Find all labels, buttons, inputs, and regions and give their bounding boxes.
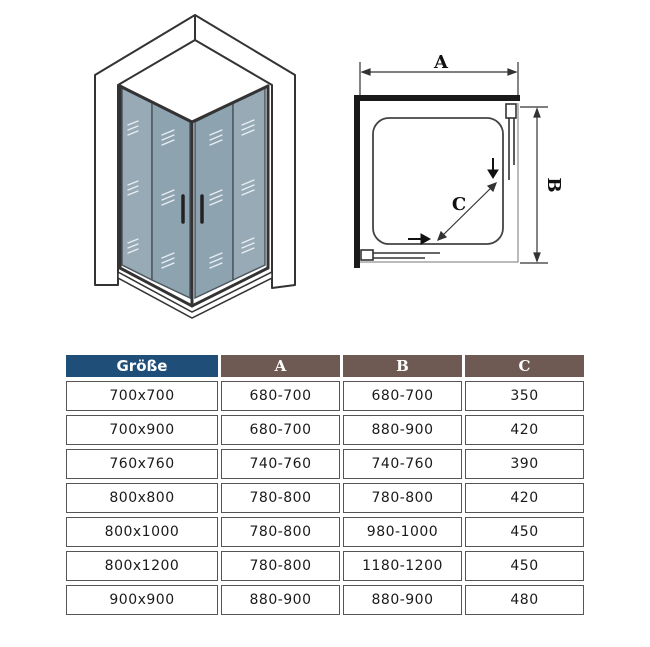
table-row: [66, 449, 584, 479]
dimension-c-label: C: [451, 194, 467, 215]
cell-c: 420: [465, 483, 584, 513]
cell-b: 780-800: [343, 483, 462, 513]
table-row: [66, 483, 584, 513]
plan-shower-tray: [373, 118, 503, 244]
table-row: [66, 585, 584, 615]
cell-size: 700x900: [66, 415, 218, 445]
cell-b: 740-760: [343, 449, 462, 479]
cell-a: 680-700: [221, 415, 340, 445]
dimension-a-label: A: [434, 52, 448, 73]
cell-size: 900x900: [66, 585, 218, 615]
table-row: [66, 381, 584, 411]
cell-b: 1180-1200: [343, 551, 462, 581]
table-row: [66, 551, 584, 581]
cell-c: 420: [465, 415, 584, 445]
cell-a: 780-800: [221, 517, 340, 547]
right-glass-panels: [195, 88, 265, 298]
cell-b: 680-700: [343, 381, 462, 411]
cell-c: 350: [465, 381, 584, 411]
plan-dimension-drawing: [340, 45, 570, 280]
cell-c: 450: [465, 517, 584, 547]
cell-size: 800x1000: [66, 517, 218, 547]
cell-b: 880-900: [343, 585, 462, 615]
cell-size: 800x1200: [66, 551, 218, 581]
cell-b: 980-1000: [343, 517, 462, 547]
cell-a: 680-700: [221, 381, 340, 411]
cell-c: 480: [465, 585, 584, 615]
plan-right-door: [506, 104, 516, 180]
header-c: C: [465, 355, 584, 377]
table-row: [66, 517, 584, 547]
cell-size: 760x760: [66, 449, 218, 479]
cell-c: 450: [465, 551, 584, 581]
cell-c: 390: [465, 449, 584, 479]
cell-size: 800x800: [66, 483, 218, 513]
size-table-header: [66, 355, 584, 377]
table-row: [66, 415, 584, 445]
plan-bottom-door: [361, 250, 440, 260]
cell-b: 880-900: [343, 415, 462, 445]
cell-a: 780-800: [221, 551, 340, 581]
shower-enclosure-illustration: [80, 8, 310, 328]
cell-a: 780-800: [221, 483, 340, 513]
header-groesse: Größe: [66, 355, 218, 377]
cell-size: 700x700: [66, 381, 218, 411]
cell-a: 740-760: [221, 449, 340, 479]
header-a: A: [221, 355, 340, 377]
dimension-c: [438, 183, 496, 240]
cell-a: 880-900: [221, 585, 340, 615]
size-table: [63, 351, 587, 619]
dimension-b-label: B: [543, 177, 564, 193]
header-b: B: [343, 355, 462, 377]
